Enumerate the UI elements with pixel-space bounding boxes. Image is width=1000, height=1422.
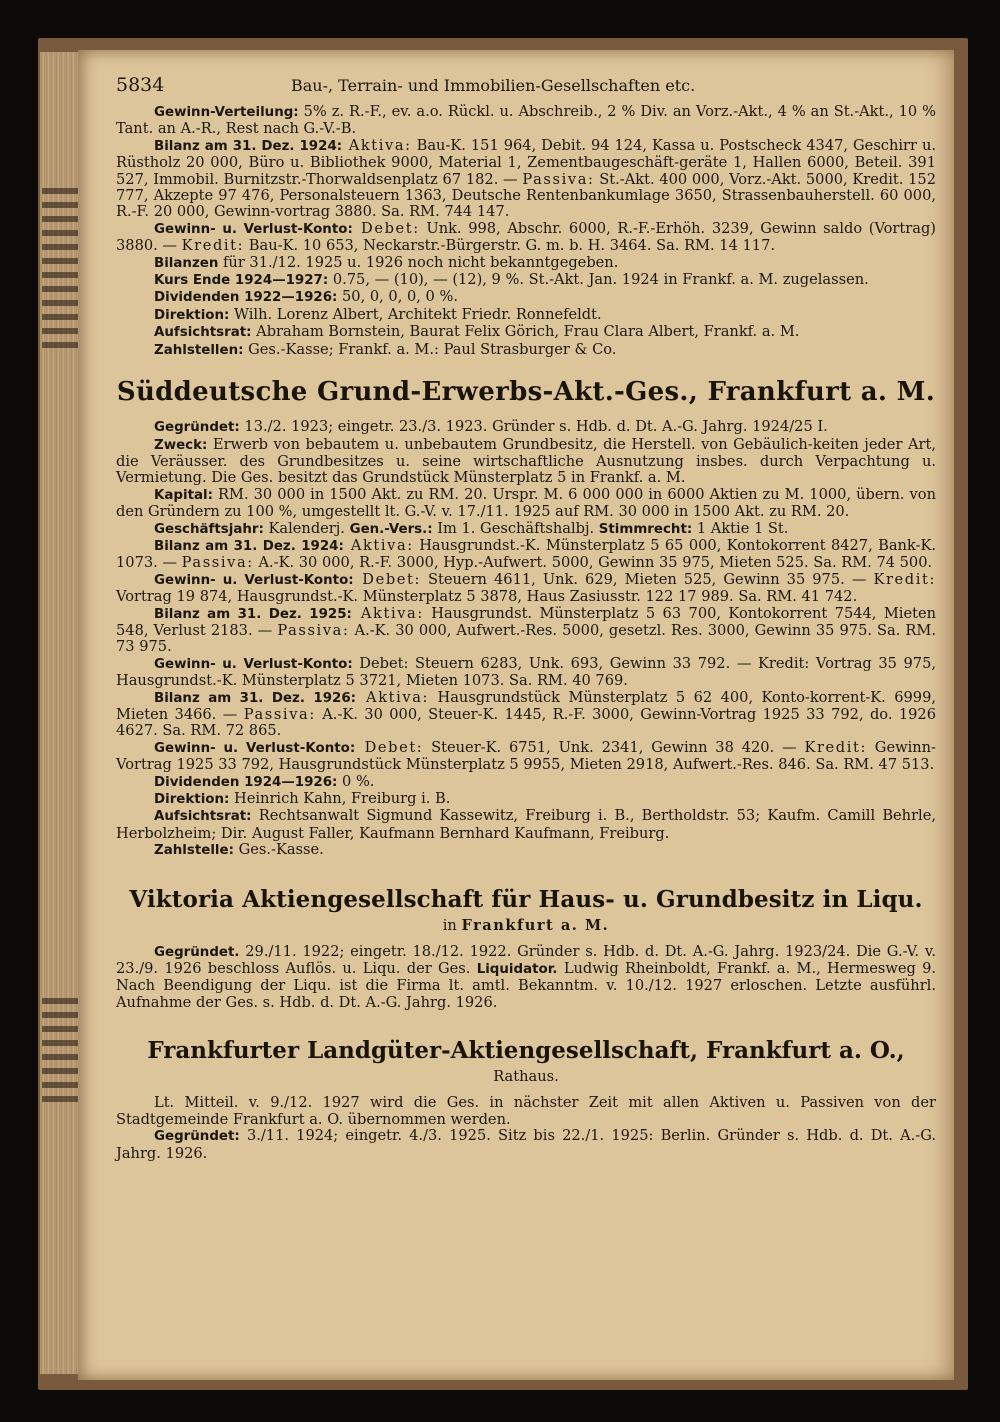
page-number: 5834: [116, 74, 165, 96]
paragraph: [116, 606, 936, 656]
field-label: Gen.-Vers.:: [349, 521, 433, 537]
field-label: Geschäftsjahr:: [154, 521, 264, 537]
paragraph: [116, 944, 936, 1012]
text-run: Kalenderj.: [263, 519, 350, 537]
text-run: 0.75, — (10), — (12), 9 %. St.-Akt. Jan. 1924 in Frankf. a. M. zugelassen.: [328, 271, 869, 289]
field-label: Bilanz am 31. Dez. 1924:: [154, 138, 343, 154]
paragraph: [116, 272, 936, 289]
paragraph: [116, 690, 936, 740]
text-run: Erwerb von bebautem u. unbebautem Grundbesitz, die Herstell. von Gebäulich-keiten jeder Art, die Veräusser. des Grundbesitzes u. seine wirtschaftliche Ausnutzung insbes. durch Verpachtung u. Vermietung. Die Ges. besitzt das Grundstück Münsterplatz 5 in Frankf. a. M.: [116, 435, 936, 487]
spaced-label: Debet:: [355, 738, 424, 756]
subheading-city: Frankfurt a. M.: [461, 916, 610, 934]
field-label: Dividenden 1922—1926:: [154, 290, 338, 306]
paragraph: [116, 342, 936, 359]
subheading-prefix: in: [442, 916, 457, 934]
company-subheading: Rathaus.: [493, 1068, 559, 1086]
text-run: Hausgrundst.-K. Münsterplatz 5 65 000, Kontokorrent 8427, Bank-K. 1073. —: [116, 536, 937, 572]
text-run: 5% z. R.-F., ev. a.o. Rückl. u. Abschreib., 2 % Div. an Vorz.-Akt., 4 % an St.-Akt., 10 % Tant. an A.-R., Rest nach G.-V.-B.: [116, 103, 936, 138]
field-label: Bilanz am 31. Dez. 1926:: [154, 690, 357, 706]
company-heading: Süddeutsche Grund-Erwerbs-Akt.-Ges., Frankfurt a. M.: [116, 377, 936, 408]
paragraph: [116, 437, 936, 487]
field-label: Kapital:: [154, 487, 213, 503]
text-run: Hausgrundst. Münsterplatz 5 63 700, Kontokorrent 7544, Mieten 548, Verlust 2183. —: [116, 604, 937, 639]
field-label: Aufsichtsrat:: [154, 809, 252, 825]
entry-frankfurter-landgueter: [116, 1037, 936, 1162]
paragraph: [116, 572, 936, 606]
paragraph: [116, 791, 936, 808]
paragraph: [116, 487, 936, 521]
text-run: RM. 30 000 in 1500 Akt. zu RM. 20. Urspr. M. 6 000 000 in 6000 Aktien zu M. 1000, übern. von den Gründern zu 100 %, umgestellt lt. G.-V. v. 17./11. 1925 auf RM. 30 000 in 1500 Akt. zu RM. 20.: [116, 485, 936, 521]
field-label: Gewinn- u. Verlust-Konto:: [154, 221, 353, 237]
paragraph: [116, 656, 936, 690]
text-run: Steuer-K. 6751, Unk. 2341, Gewinn 38 420. —: [423, 738, 805, 756]
spaced-label: Passiva:: [522, 170, 595, 188]
text-run: Debet: Steuern 6283, Unk. 693, Gewinn 33 792. — Kredit: Vortrag 35 975, Hausgrundst.-K. Münsterplatz 5 3721, Mieten 1073. Sa. RM. 40 769.: [116, 654, 936, 690]
paragraph: [116, 842, 936, 859]
text-run: Heinrich Kahn, Freiburg i. B.: [229, 790, 451, 808]
field-label: Gegründet:: [154, 1129, 240, 1145]
text-run: A.-K. 30 000, Steuer-K. 1445, R.-F. 3000, Gewinn-Vortrag 1925 33 792, do. 1926 4627. Sa. RM. 72 865.: [116, 706, 937, 740]
spaced-label: Kredit:: [181, 237, 245, 255]
page-header: [116, 74, 936, 104]
text-run: Steuern 4611, Unk. 629, Mieten 525, Gewinn 35 975. —: [420, 570, 874, 588]
paragraph: [116, 289, 936, 306]
paragraph: [116, 740, 936, 774]
field-label: Direktion:: [154, 792, 230, 808]
paragraph: [116, 324, 936, 341]
spaced-label: Passiva:: [243, 706, 316, 723]
spaced-label: Aktiva:: [343, 536, 414, 554]
field-label: Aufsichtsrat:: [154, 325, 252, 341]
text-run: St.-Akt. 400 000, Vorz.-Akt. 5000, Kredit. 152 777, Akzepte 97 476, Personalsteuern 1363, Deutsche Rentenbankumlage 3650, Strassenbauherstell. 60 000, R.-F. 20 000, Gewinn-vortrag 3880. Sa. RM. 744 147.: [116, 170, 936, 221]
paragraph: [116, 104, 936, 138]
entry-viktoria: [116, 886, 936, 1012]
text-run: Ludwig Rheinboldt, Frankf. a. M., Hermesweg 9. Nach Beendigung der Liqu. ist die Firma lt. amtl. Bekanntm. v. 10./12. 1927 erloschen. Letzte ausführl. Aufnahme der Ges. s. Hdb. d. Dt. A.-G. Jahrg. 1926.: [116, 960, 937, 1011]
spaced-label: Passiva:: [277, 621, 350, 639]
spaced-label: Aktiva:: [342, 136, 412, 154]
spaced-label: Aktiva:: [356, 688, 430, 706]
spaced-label: Debet:: [352, 219, 420, 237]
text-run: 0 %.: [337, 772, 375, 790]
text-run: Wilh. Lorenz Albert, Architekt Friedr. Ronnefeldt.: [229, 305, 602, 323]
company-heading: Frankfurter Landgüter-Aktiengesellschaft, Frankfurt a. O.,: [147, 1037, 905, 1065]
spaced-label: Kredit:: [873, 570, 936, 588]
paragraph: [116, 521, 936, 538]
text-run: Bau-K. 10 653, Neckarstr.-Bürgerstr. G. m. b. H. 3464. Sa. RM. 14 117.: [244, 237, 776, 255]
paragraph: [116, 419, 936, 436]
text-run: Im 1. Geschäftshalbj.: [432, 519, 599, 537]
field-label: Bilanz am 31. Dez. 1925:: [154, 606, 352, 622]
field-label: Gewinn- u. Verlust-Konto:: [154, 740, 356, 756]
paragraph: [116, 138, 936, 221]
text-run: 50, 0, 0, 0, 0 %.: [337, 288, 458, 306]
text-run: Ges.-Kasse; Frankf. a. M.: Paul Strasburger & Co.: [243, 340, 617, 358]
text-run: Rechtsanwalt Sigmund Kassewitz, Freiburg i. B., Bertholdstr. 53; Kaufm. Camill Behrle, Herbolzheim; Dir. August Faller, Kaufmann Bernhard Kaufmann, Freiburg.: [116, 807, 936, 842]
spaced-label: Aktiva:: [351, 604, 424, 622]
text-run: für 31./12. 1925 u. 1926 noch nicht bekanntgegeben.: [218, 253, 619, 271]
field-label: Bilanzen: [154, 255, 219, 271]
company-subheading: [116, 917, 936, 934]
running-title: Bau-, Terrain- und Immobilien-Gesellschaften etc.: [291, 76, 696, 95]
field-label: Gewinn- u. Verlust-Konto:: [154, 656, 353, 672]
field-label: Stimmrecht:: [598, 521, 693, 537]
text-run: Vortrag 19 874, Hausgrundst.-K. Münsterplatz 5 3878, Haus Zasiusstr. 122 17 989. Sa. RM. 41 742.: [116, 588, 858, 606]
paragraph: [116, 307, 936, 324]
field-label: Zahlstelle:: [154, 843, 234, 859]
field-label: Zahlstellen:: [154, 342, 244, 358]
entry-sueddeutsche: [116, 377, 936, 860]
paragraph: [116, 1128, 936, 1162]
text-run: Gewinn-Vortrag 1925 33 792, Hausgrundstück Münsterplatz 5 9955, Mieten 2918, Aufwert.-Res. 846. Sa. RM. 47 513.: [116, 738, 936, 774]
company-heading: Viktoria Aktiengesellschaft für Haus- u. Grundbesitz in Liqu.: [129, 885, 923, 913]
spaced-label: Passiva:: [181, 554, 254, 572]
text-run: A.-K. 30 000, Aufwert.-Res. 5000, gesetzl. Res. 3000, Gewinn 35 975. Sa. RM. 73 975.: [116, 621, 937, 656]
spaced-label: Kredit:: [804, 738, 867, 756]
text-run: Bau-K. 151 964, Debit. 94 124, Kassa u. Postscheck 4347, Geschirr u. Rüstholz 20 000, Büro u. Bibliothek 9000, Material 1, Zementbaugeschäft-geräte 1, Hallen 6000, Beteil. 391 527, Immobil. Burnitzstr.-Thorwaldsenplatz 67 182. —: [116, 136, 936, 188]
spaced-label: Debet:: [353, 570, 421, 588]
text-run: Hausgrundstück Münsterplatz 5 62 400, Konto-korrent-K. 6999, Mieten 3466. —: [116, 688, 936, 723]
field-label: Gegründet.: [154, 944, 240, 960]
field-label: Bilanz am 31. Dez. 1924:: [154, 538, 344, 554]
entry-bau-terrain: [116, 104, 936, 359]
field-label: Liquidator.: [476, 962, 558, 978]
text-run: 3./11. 1924; eingetr. 4./3. 1925. Sitz bis 22./1. 1925: Berlin. Gründer s. Hdb. d. Dt. A.-G. Jahrg. 1926.: [116, 1127, 936, 1162]
paragraph: [116, 221, 936, 255]
field-label: Dividenden 1924—1926:: [154, 774, 338, 790]
text-run: Abraham Bornstein, Baurat Felix Görich, Frau Clara Albert, Frankf. a. M.: [251, 323, 800, 341]
text-run: Unk. 998, Abschr. 6000, R.-F.-Erhöh. 3239, Gewinn saldo (Vortrag) 3880. —: [116, 219, 936, 255]
paragraph: [116, 255, 936, 272]
field-label: Kurs Ende 1924—1927:: [154, 273, 329, 289]
paragraph: [116, 538, 936, 572]
text-run: Ges.-Kasse.: [233, 841, 324, 859]
field-label: Direktion:: [154, 307, 230, 323]
field-label: Zweck:: [154, 437, 208, 453]
paragraph: [116, 774, 936, 791]
paragraph: [116, 808, 936, 842]
page-content: [116, 74, 936, 1162]
text-run: 1 Aktie 1 St.: [692, 519, 789, 537]
paragraph: [116, 1095, 936, 1128]
field-label: Gewinn-Verteilung:: [154, 105, 299, 120]
field-label: Gewinn- u. Verlust-Konto:: [154, 572, 354, 588]
text-run: Lt. Mitteil. v. 9./12. 1927 wird die Ges. in nächster Zeit mit allen Aktiven u. Passiven von der Stadtgemeinde Frankfurt a. O. übernommen werden.: [116, 1094, 936, 1128]
text-run: 13./2. 1923; eingetr. 23./3. 1923. Gründer s. Hdb. d. Dt. A.-G. Jahrg. 1924/25 I.: [239, 418, 828, 436]
text-run: A.-K. 30 000, R.-F. 3000, Hyp.-Aufwert. 5000, Gewinn 35 975, Mieten 525. Sa. RM. 74 500.: [253, 554, 933, 572]
text-run: 29./11. 1922; eingetr. 18./12. 1922. Gründer s. Hdb. d. Dt. A.-G. Jahrg. 1923/24. Die G.-V. v. 23./9. 1926 beschloss Auflös. u. Liqu. der Ges.: [116, 942, 936, 978]
field-label: Gegründet:: [154, 420, 240, 436]
